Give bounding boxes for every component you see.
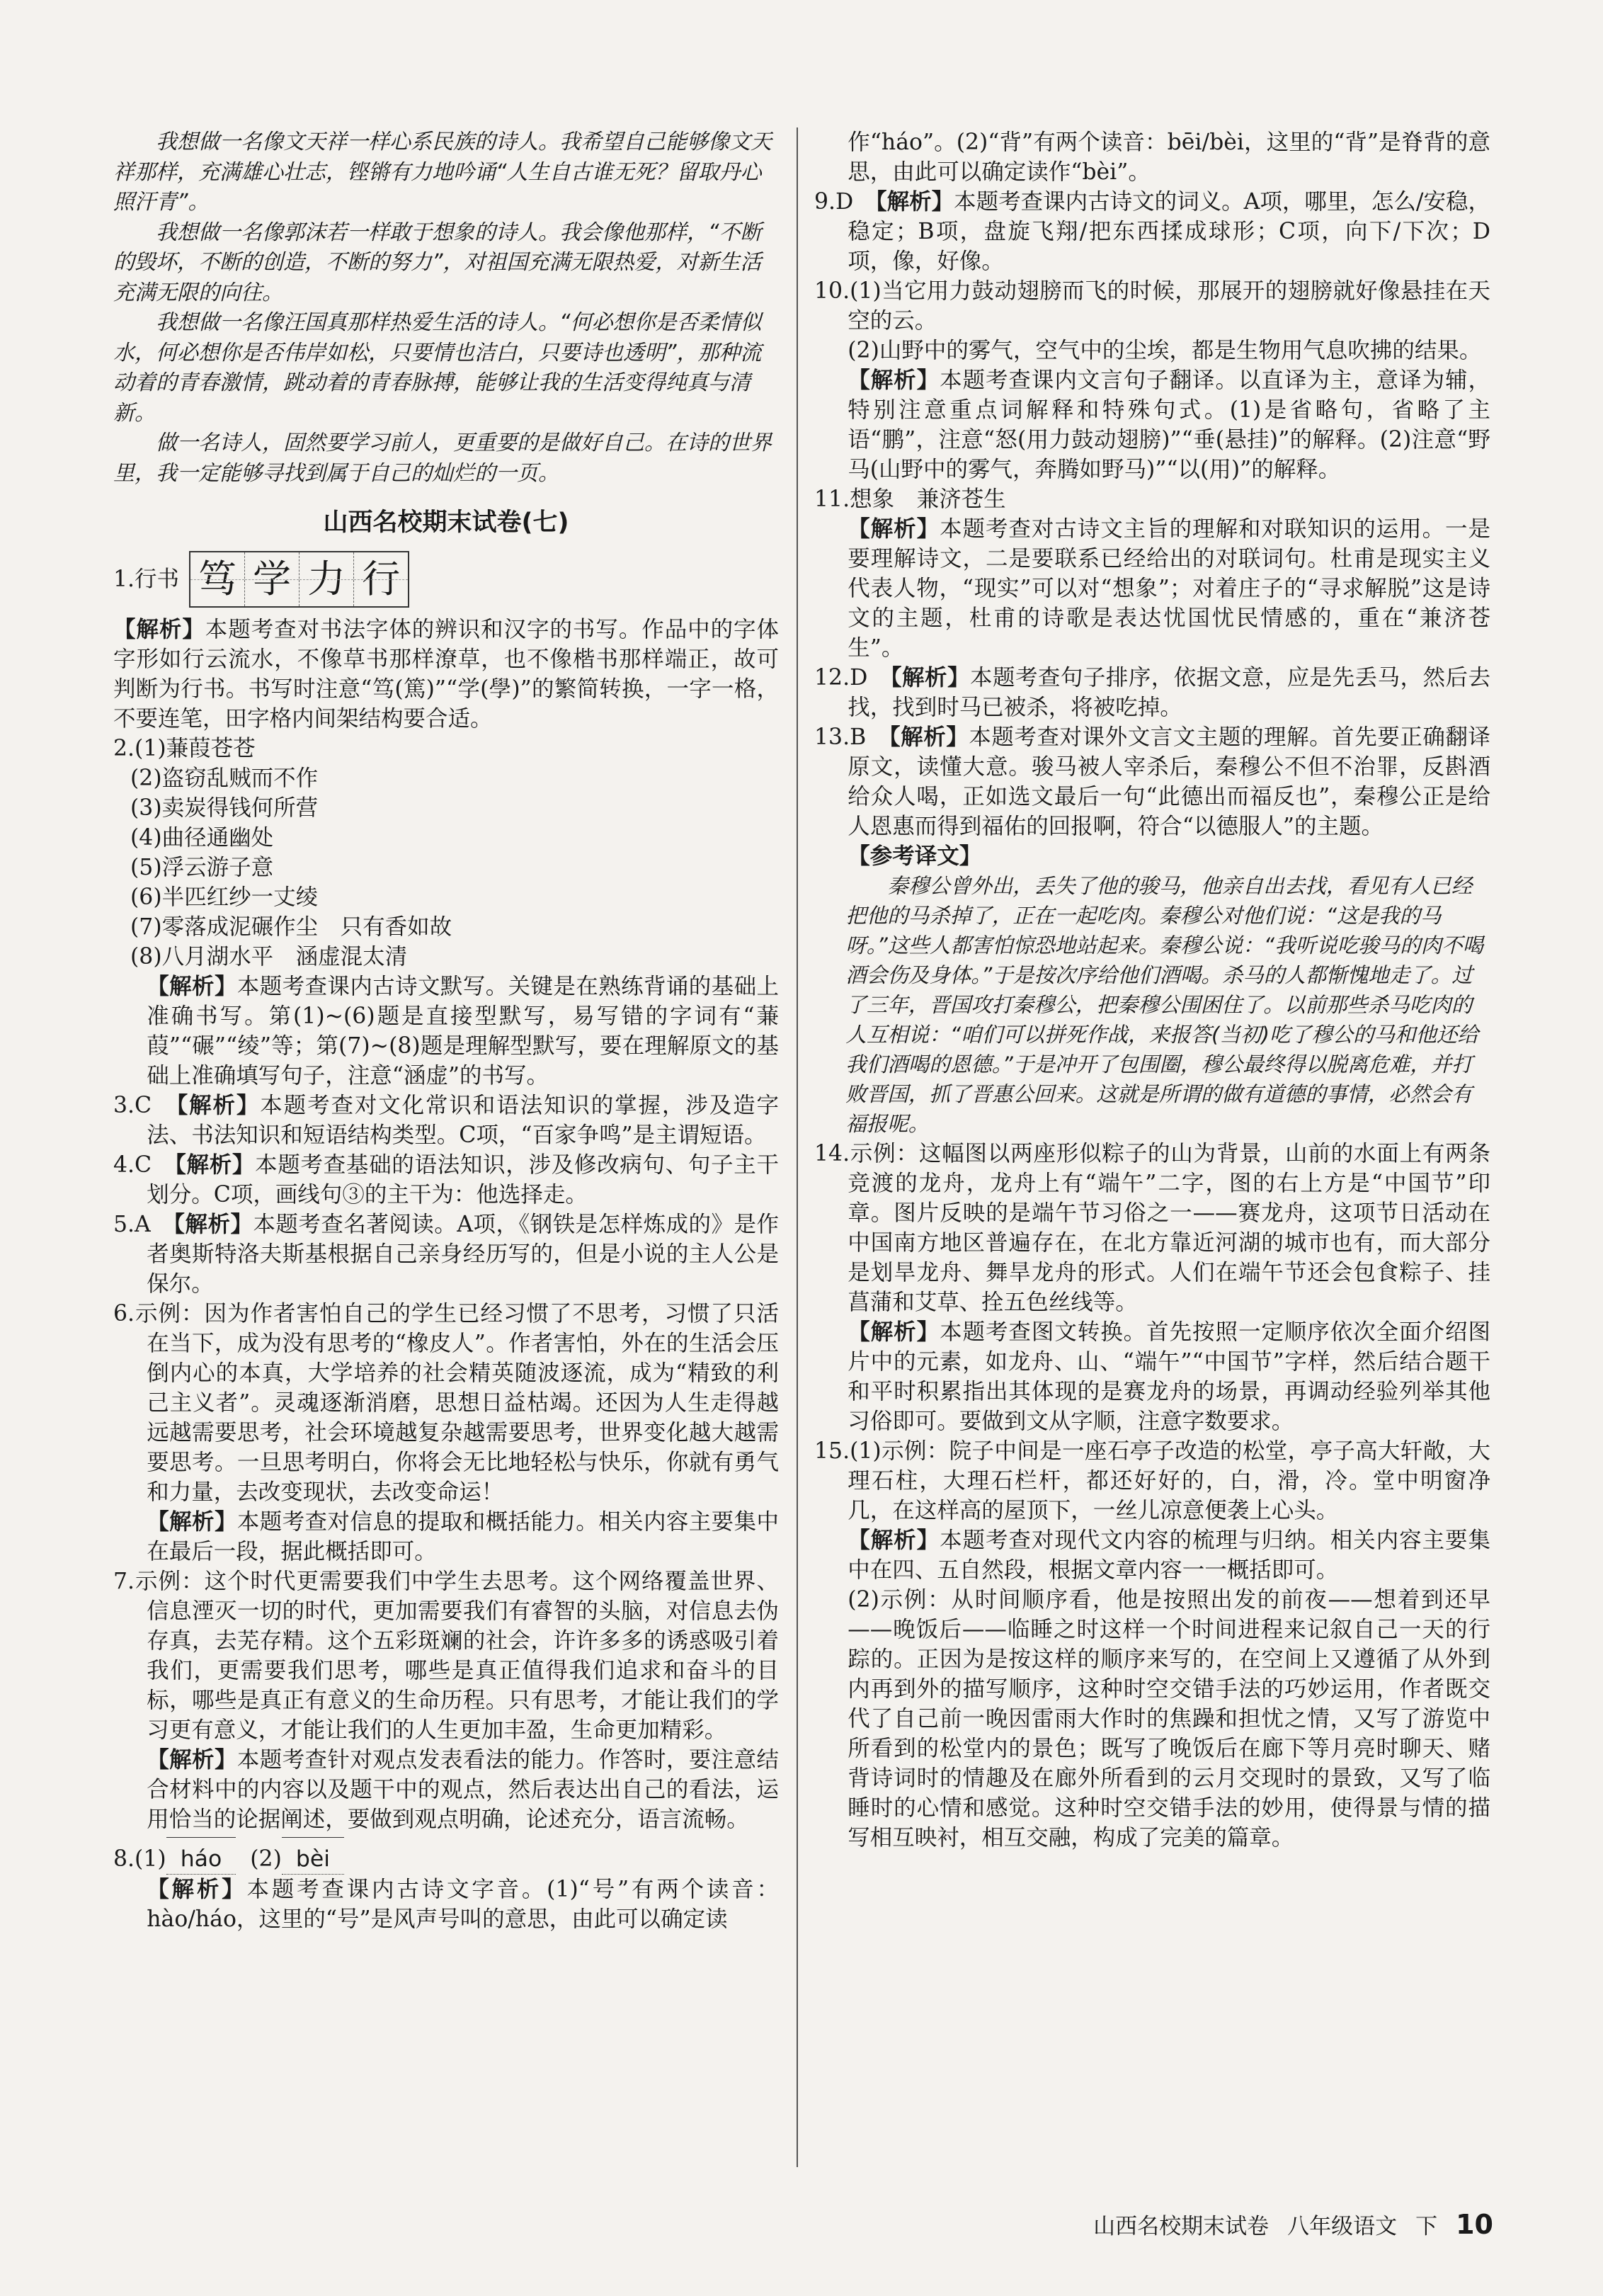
left-column xyxy=(113,127,779,1934)
question-10-analysis: 【解析】本题考查课内文言句子翻译。以直译为主，意译为辅，特别注意重点词解释和特殊句式。(1)是省略句，省略了主语“鹏”，注意“怒(用力鼓动翅膀)”“垂(悬挂)”的解释。(2)注意“野马(山野中的雾气，奔腾如野马)”“以(用)”的解释。 xyxy=(848,368,1490,482)
question-11-analysis: 【解析】本题考查对古诗文主旨的理解和对联知识的运用。一是要理解诗文，二是要联系已经给出的对联词句。杜甫是现实主义代表人物，“现实”可以对“想象”；对着庄子的“寻求解脱”这是诗文的主题，杜甫的诗歌是表达忧国忧民情感的，重在“兼济苍生”。 xyxy=(848,516,1490,661)
question-2-analysis: 【解析】本题考查课内古诗文默写。关键是在熟练背诵的基础上准确书写。第(1)~(6)题是直接型默写，易写错的字词有“蒹葭”“碾”“绫”等；第(7)~(8)题是理解型默写，要在理解原文的基础上准确填写句子，注意“涵虚”的书写。 xyxy=(147,974,779,1089)
analysis-tag: 【解析】 xyxy=(113,617,205,642)
question-11: 11.想象 兼济苍生 xyxy=(814,487,1006,512)
grid-char: 力 xyxy=(300,552,354,606)
answer-item: (7)零落成泥碾作尘 只有香如故 xyxy=(130,914,452,940)
question-6: 6.示例：因为作者害怕自己的学生已经习惯了不思考，习惯了只活在当下，成为没有思考的“橡皮人”。作者害怕，外在的生活会压倒内心的本真，大学培养的社会精英随波逐流，成为“精致的利己主义者”。灵魂逐渐消磨，思想日益枯竭。还因为人生走得越远越需要思考，社会环境越复杂越需要思考，世界变化越大越需要思考。一旦思考明白，你将会无比地轻松与快乐，你就有勇气和力量，去改变现状，去改变命运！ xyxy=(113,1301,779,1505)
question-14: 14.示例：这幅图以两座形似粽子的山为背景，山前的水面上有两条竞渡的龙舟，龙舟上有“端午”二字，图的右上方是“中国节”印章。图片反映的是端午节习俗之一——赛龙舟，这项节日活动在中国南方地区普遍存在，在北方靠近河湖的城市也有，而大部分是划旱龙舟、舞旱龙舟的形式。人们在端午节还会包食粽子、挂菖蒲和艾草、拴五色丝线等。 xyxy=(814,1141,1490,1315)
page-number: 10 xyxy=(1456,2209,1493,2240)
answer-item: (4)曲径通幽处 xyxy=(130,825,274,851)
question-15: 15.(1)示例：院子中间是一座石亭子改造的松堂，亭子高大轩敞，大理石柱，大理石栏杆，都还好好的，白，滑，冷。堂中明窗净几，在这样高的屋顶下，一丝儿凉意便袭上心头。 xyxy=(814,1438,1490,1523)
essay-paragraph: 我想做一名像汪国真那样热爱生活的诗人。“何必想你是否柔情似水，何必想你是否伟岸如松，只要情也洁白，只要诗也透明”，那种流动着的青春激情，跳动着的青春脉搏，能够让我的生活变得纯真与清新。 xyxy=(113,310,762,426)
question-2-head: 2.(1)蒹葭苍苍 xyxy=(113,736,256,761)
question-10: 10.(1)当它用力鼓动翅膀而飞的时候，那展开的翅膀就好像悬挂在天空的云。 xyxy=(814,278,1490,334)
grid-char: 笃 xyxy=(190,552,245,606)
answer-item: (5)浮云游子意 xyxy=(130,855,274,880)
essay-paragraph: 我想做一名像文天祥一样心系民族的诗人。我希望自己能够像文天祥那样，充满雄心壮志，铿锵有力地吟诵“人生自古谁无死？留取丹心照汗青”。 xyxy=(113,130,772,215)
essay-section xyxy=(113,127,779,489)
reference-translation: 秦穆公曾外出，丢失了他的骏马，他亲自出去找，看见有人已经把他的马杀掉了，正在一起吃肉。秦穆公对他们说：“这是我的马呀。”这些人都害怕惊恐地站起来。秦穆公说：“我听说吃骏马的肉不喝酒会伤及身体。”于是按次序给他们酒喝。杀马的人都惭愧地走了。过了三年，晋国攻打秦穆公，把秦穆公围困住了。以前那些杀马吃肉的人互相说：“咱们可以拼死作战，来报答(当初)吃了穆公的马和他还给我们酒喝的恩德。”于是冲开了包围圈，穆公最终得以脱离危难，并打败晋国，抓了晋惠公回来。这就是所谓的做有道德的事情，必然会有福报呢。 xyxy=(845,874,1484,1136)
reference-translation-tag: 【参考译文】 xyxy=(848,843,982,869)
question-15-analysis: 【解析】本题考查对现代文内容的梳理与归纳。相关内容主要集中在四、五自然段，根据文章内容一一概括即可。 xyxy=(848,1528,1490,1583)
question-7-analysis: 【解析】本题考查针对观点发表看法的能力。作答时，要注意结合材料中的内容以及题干中的观点，然后表达出自己的看法，运用恰当的论据阐述，要做到观点明确，论述充分，语言流畅。 xyxy=(147,1747,779,1832)
section-title: 山西名校期末试卷(七) xyxy=(323,508,569,537)
pinyin-answer: háo xyxy=(166,1844,236,1875)
question-4: 4.C 【解析】本题考查基础的语法知识，涉及修改病句、句子主干划分。C项，画线句③的主干为：他选择走。 xyxy=(113,1152,779,1207)
answer-item: (8)八月湖水平 涵虚混太清 xyxy=(130,944,408,970)
question-9: 9.D 【解析】本题考查课内古诗文的词义。A项，哪里，怎么/安稳，稳定；B项，盘旋飞翔/把东西揉成球形；C项，向下/下次；D项，像，好像。 xyxy=(814,189,1490,274)
question-12: 12.D 【解析】本题考查句子排序，依据文意，应是先丢马，然后去找，找到时马已被杀，将被吃掉。 xyxy=(814,665,1490,720)
question-14-analysis: 【解析】本题考查图文转换。首先按照一定顺序依次全面介绍图片中的元素，如龙舟、山、“端午”“中国节”字样，然后结合题干和平时积累指出其体现的是赛龙舟的场景，再调动经验列举其他习俗即可。要做到文从字顺，注意字数要求。 xyxy=(848,1319,1490,1434)
calligraphy-grid xyxy=(189,551,409,608)
answer-item: (2)盗窃乱贼而不作 xyxy=(130,766,319,791)
question-1 xyxy=(113,551,779,608)
question-6-analysis: 【解析】本题考查对信息的提取和概括能力。相关内容主要集中在最后一段，据此概括即可。 xyxy=(147,1509,779,1564)
column-divider xyxy=(797,127,798,2167)
essay-paragraph: 我想做一名像郭沫若一样敢于想象的诗人。我会像他那样，“不断的毁坏，不断的创造，不断的努力”，对祖国充满无限热爱，对新生活充满无限的向往。 xyxy=(113,220,762,305)
essay-paragraph: 做一名诗人，固然要学习前人，更重要的是做好自己。在诗的世界里，我一定能够寻找到属于自己的灿烂的一页。 xyxy=(113,431,772,486)
question-1-analysis: 【解析】本题考查对书法字体的辨识和汉字的书写。作品中的字体字形如行云流水，不像草书那样潦草，也不像楷书那样端正，故可判断为行书。书写时注意“笃(篤)”“学(學)”的繁简转换，一字一格，不要连笔，田字格内间架结构要合适。 xyxy=(113,617,779,732)
question-1-label: 1.行书 xyxy=(113,567,180,592)
answer-item: (6)半匹红纱一丈绫 xyxy=(130,885,319,910)
question-8-continued: 作“háo”。(2)“背”有两个读音：bēi/bèi，这里的“背”是脊背的意思，由此可以确定读作“bèi”。 xyxy=(848,130,1490,185)
page-footer xyxy=(1093,2208,1493,2240)
question-3: 3.C 【解析】本题考查对文化常识和语法知识的掌握，涉及造字法、书法知识和短语结构类型。C项，“百家争鸣”是主谓短语。 xyxy=(113,1093,779,1148)
right-column xyxy=(814,127,1490,1853)
question-10-part2: (2)山野中的雾气，空气中的尘埃，都是生物用气息吹拂的结果。 xyxy=(848,338,1482,363)
pinyin-answer: bèi xyxy=(282,1844,344,1875)
question-8: 8.(1) háo (2) bèi xyxy=(113,1844,779,1875)
footer-grade: 八年级语文 xyxy=(1287,2214,1398,2239)
grid-char: 学 xyxy=(245,552,300,606)
answer-item: (3)卖炭得钱何所营 xyxy=(130,795,319,821)
footer-book-title: 山西名校期末试卷 xyxy=(1093,2214,1270,2239)
question-15-part2: (2)示例：从时间顺序看，他是按照出发的前夜——想着到还早——晚饭后——临睡之时这样一个时间进程来记叙自己一天的行踪的。正因为是按这样的顺序来写的，在空间上又遵循了从外到内再到外的描写顺序，这种时空交错手法的巧妙运用，作者既交代了自己前一晚因雷雨大作时的焦躁和担忧之情，又写了游览中所看到的松堂内的景色；既写了晚饭后在廊下等月亮时聊天、赌背诗词时的情趣及在廊外所看到的云月交现时的景致，又写了临睡时的心情和感觉。这种时空交错手法的妙用，使得景与情的描写相互映衬，相互交融，构成了完美的篇章。 xyxy=(848,1587,1490,1851)
question-5: 5.A 【解析】本题考查名著阅读。A项，《钢铁是怎样炼成的》是作者奥斯特洛夫斯基根据自己亲身经历写的，但是小说的主人公是保尔。 xyxy=(113,1212,779,1297)
question-13: 13.B 【解析】本题考查对课外文言文主题的理解。首先要正确翻译原文，读懂大意。骏马被人宰杀后，秦穆公不但不治罪，反斟酒给众人喝，正如选文最后一句“此德出而福反也”，秦穆公正是给人恩惠而得到福佑的回报啊，符合“以德服人”的主题。 xyxy=(814,724,1490,839)
question-2-items xyxy=(113,763,779,972)
question-7: 7.示例：这个时代更需要我们中学生去思考。这个网络覆盖世界、信息湮灭一切的时代，更加需要我们有睿智的头脑，对信息去伪存真，去芜存精。这个五彩斑斓的社会，许许多多的诱惑吸引着我们，更需要我们思考，哪些是真正值得我们追求和奋斗的目标，哪些是真正有意义的生命历程。只有思考，才能让我们的学习更有意义，才能让我们的人生更加丰盈，生命更加精彩。 xyxy=(113,1569,779,1743)
footer-volume: 下 xyxy=(1415,2214,1438,2239)
question-8-analysis: 【解析】本题考查课内古诗文字音。(1)“号”有两个读音：hào/háo，这里的“号”是风声号叫的意思，由此可以确定读 xyxy=(147,1877,779,1932)
grid-char: 行 xyxy=(354,552,408,606)
